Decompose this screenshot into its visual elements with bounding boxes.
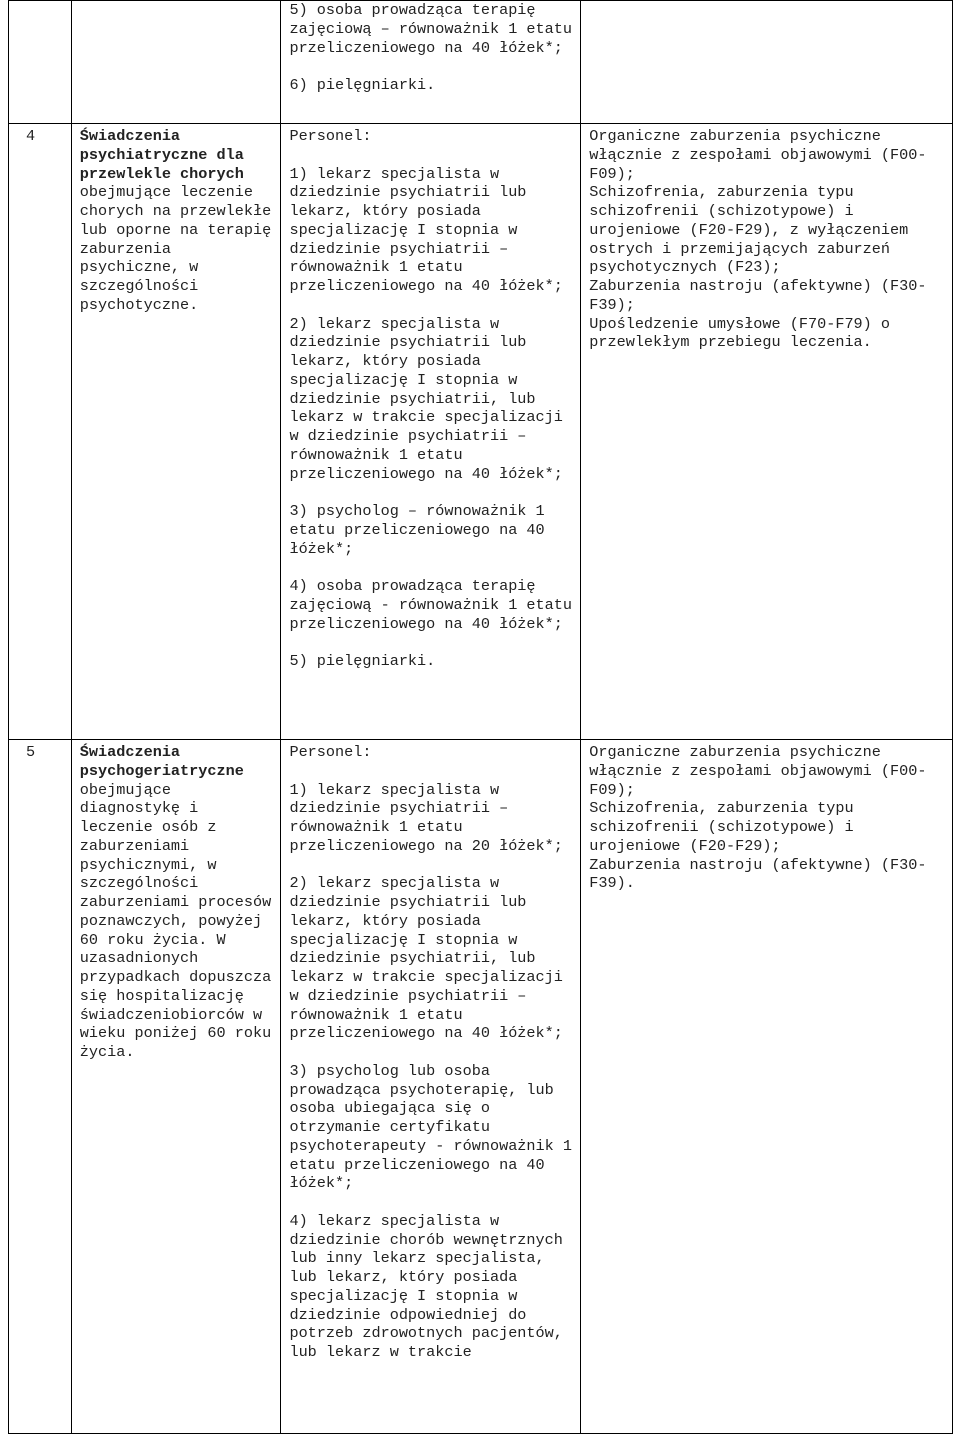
- icd-item: Schizofrenia, zaburzenia typu schizofrenii (schizotypowe) i urojeniowe (F20-F29);: [589, 799, 863, 855]
- icd-item: Zaburzenia nastroju (afektywne) (F30-F39).: [589, 855, 927, 893]
- row-number: 4: [26, 127, 36, 145]
- staff-item: 3) psycholog lub osoba prowadząca psychoterapię, lub osoba ubiegająca się o otrzymanie certyfikatu psychoterapeuty - równoważnik 1 etatu przeliczeniowego na 40 łóżek*;: [289, 1061, 582, 1193]
- icd-item: Schizofrenia, zaburzenia typu schizofrenii (schizotypowe) i urojeniowe (F20-F29), z wyłączeniem ostrych i przemijających zaburzeń psychotycznych (F23);: [589, 183, 918, 277]
- staff-item: 6) pielęgniarki.: [289, 76, 436, 94]
- staff-item: 1) lekarz specjalista w dziedzinie psychiatrii lub lekarz, który posiada specjalizację I stopnia w dziedzinie psychiatrii – równoważnik 1 etatu przeliczeniowego na 40 łóżek*;: [289, 164, 563, 295]
- staff-item: 2) lekarz specjalista w dziedzinie psychiatrii lub lekarz, który posiada specjalizację I stopnia w dziedzinie psychiatrii, lub lekarz w trakcie specjalizacji w dziedzinie psychiatrii – równoważnik 1 etatu przeliczeniowego na 40 łóżek*;: [289, 314, 572, 483]
- table-row: [9, 124, 953, 740]
- service-name-cell: [71, 740, 281, 1434]
- services-table: [8, 0, 953, 1434]
- icd-cell: [581, 740, 953, 1434]
- service-name-cell: [71, 1, 281, 124]
- lp-cell: [9, 1, 72, 124]
- service-name-description: obejmujące diagnostykę i leczenie osób z zaburzeniami psychicznymi, w szczególności zaburzeniami procesów poznawczych, powyżej 60 roku życia. W uzasadnionych przypadkach dopuszcza się hospitalizację świadczeniobiorców w wieku poniżej 60 roku życia.: [79, 780, 281, 1061]
- table-row-continuation: [9, 1, 953, 124]
- service-name-cell: [71, 124, 281, 740]
- lp-cell: [9, 124, 72, 740]
- staff-item: 4) lekarz specjalista w dziedzinie chorób wewnętrznych lub inny lekarz specjalista, lub lekarz, który posiada specjalizację I stopnia w dziedzinie odpowiedniej do potrzeb zdrowotnych pacjentów, lub lekarz w trakcie: [289, 1211, 572, 1361]
- staff-header: Personel:: [289, 127, 372, 145]
- staff-cell: [281, 740, 581, 1434]
- staff-item: 5) osoba prowadząca terapię zajęciową – równoważnik 1 etatu przeliczeniowego na 40 łóżek*;: [289, 1, 582, 57]
- staff-item: 3) psycholog – równoważnik 1 etatu przeliczeniowego na 40 łóżek*;: [289, 502, 554, 558]
- service-name-description: obejmujące leczenie chorych na przewlekłe lub oporne na terapię zaburzenia psychiczne, w szczególności psychotyczne.: [79, 183, 281, 314]
- icd-item: Upośledzenie umysłowe (F70-F79) o przewlekłym przebiegu leczenia.: [589, 314, 900, 352]
- table-row: [9, 740, 953, 1434]
- icd-cell: [581, 1, 953, 124]
- staff-item: 4) osoba prowadząca terapię zajęciową - równoważnik 1 etatu przeliczeniowego na 40 łóżek*;: [289, 577, 582, 633]
- icd-item: Organiczne zaburzenia psychiczne włącznie z zespołami objawowymi (F00-F09);: [589, 743, 927, 799]
- staff-header: Personel:: [289, 743, 372, 761]
- row-number: 5: [26, 743, 36, 761]
- service-name-title: Świadczenia psychogeriatryczne: [79, 743, 244, 780]
- staff-cell: [281, 1, 581, 124]
- icd-item: Organiczne zaburzenia psychiczne włącznie z zespołami objawowymi (F00-F09);: [589, 127, 927, 183]
- staff-item: 2) lekarz specjalista w dziedzinie psychiatrii lub lekarz, który posiada specjalizację I stopnia w dziedzinie psychiatrii, lub lekarz w trakcie specjalizacji w dziedzinie psychiatrii – równoważnik 1 etatu przeliczeniowego na 40 łóżek*;: [289, 874, 572, 1043]
- staff-cell: [281, 124, 581, 740]
- service-name-title: Świadczenia psychiatryczne dla przewlekle chorych: [79, 127, 253, 183]
- lp-cell: [9, 740, 72, 1434]
- staff-item: 1) lekarz specjalista w dziedzinie psychiatrii – równoważnik 1 etatu przeliczeniowego na 20 łóżek*;: [289, 780, 563, 855]
- staff-item: 5) pielęgniarki.: [289, 652, 436, 670]
- icd-cell: [581, 124, 953, 740]
- icd-item: Zaburzenia nastroju (afektywne) (F30-F39);: [589, 277, 927, 314]
